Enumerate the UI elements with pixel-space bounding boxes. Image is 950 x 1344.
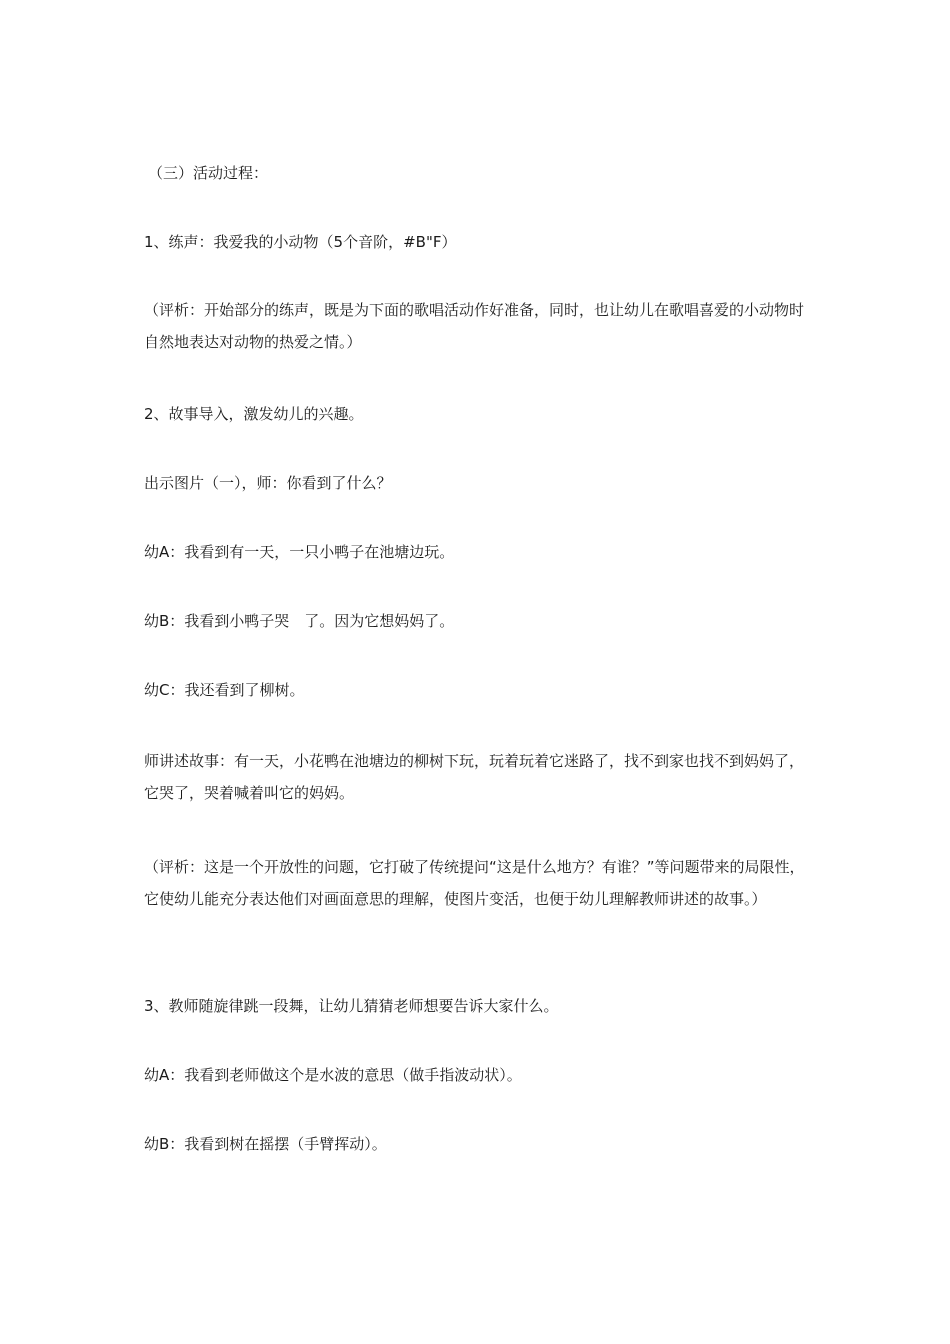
teacher-story: 师讲述故事：有一天，小花鸭在池塘边的柳树下玩，玩着玩着它迷路了，找不到家也找不到妈妈了，它哭了，哭着喊着叫它的妈妈。 (144, 752, 805, 802)
child-c-answer: 幼C：我还看到了柳树。 (144, 681, 305, 699)
child-b-answer: 幼B：我看到小鸭子哭 了。因为它想妈妈了。 (144, 612, 455, 630)
section-heading: （三）活动过程： (148, 164, 269, 182)
step-1-vocal-practice: 1、练声：我爱我的小动物（5个音阶，#B"F） (144, 233, 457, 251)
child-b-dance-answer: 幼B：我看到树在摇摆（手臂挥动）。 (144, 1135, 387, 1153)
step-3-dance: 3、教师随旋律跳一段舞，让幼儿猜猜老师想要告诉大家什么。 (144, 997, 559, 1015)
commentary-2: （评析：这是一个开放性的问题，它打破了传统提问“这是什么地方？有谁？”等问题带来的局限性，它使幼儿能充分表达他们对画面意思的理解，使图片变活，也便于幼儿理解教师讲述的故事。） (144, 858, 805, 908)
child-a-answer: 幼A：我看到有一天，一只小鸭子在池塘边玩。 (144, 543, 455, 561)
step-2-story-intro: 2、故事导入，激发幼儿的兴趣。 (144, 405, 364, 423)
child-a-dance-answer: 幼A：我看到老师做这个是水波的意思（做手指波动状）。 (144, 1066, 522, 1084)
show-picture-question: 出示图片（一），师：你看到了什么？ (144, 474, 392, 492)
commentary-1: （评析：开始部分的练声，既是为下面的歌唱活动作好准备，同时，也让幼儿在歌唱喜爱的小动物时自然地表达对动物的热爱之情。） (144, 301, 805, 351)
